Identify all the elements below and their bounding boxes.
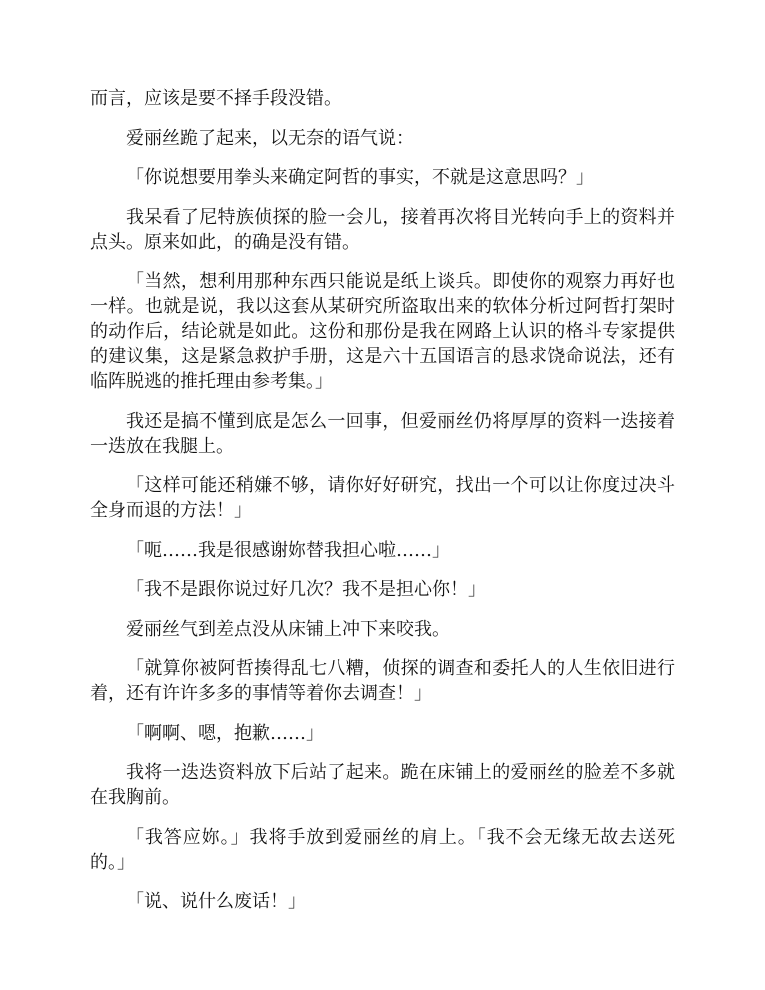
paragraph: 「说、说什么废话！」 xyxy=(126,891,306,912)
paragraph: 爱丽丝气到差点没从床铺上冲下来咬我。 xyxy=(126,618,450,640)
paragraph: 「我不是跟你说过好几次？我不是担心你！」 xyxy=(126,579,486,600)
paragraph: 爱丽丝跪了起来，以无奈的语气说： xyxy=(126,127,414,149)
paragraph: 我呆看了尼特族侦探的脸一会儿，接着再次将目光转向手上的资料并点头。原来如此，的确是没有错。 xyxy=(90,206,675,253)
paragraph: 「这样可能还稍嫌不够，请你好好研究，找出一个可以让你度过决斗全身而退的方法！」 xyxy=(90,475,675,521)
paragraph: 「就算你被阿哲揍得乱七八糟，侦探的调查和委托人的人生依旧进行着，还有许许多多的事情等着你去调查！」 xyxy=(90,658,675,704)
paragraph: 「我答应妳。」我将手放到爱丽丝的肩上。「我不会无缘无故去送死的。」 xyxy=(90,826,675,873)
paragraph: 「啊啊、嗯，抱歉……」 xyxy=(126,722,324,744)
paragraph: 我还是搞不懂到底是怎么一回事，但爱丽丝仍将厚厚的资料一迭接着一迭放在我腿上。 xyxy=(90,410,675,457)
paragraph: 「你说想要用拳头来确定阿哲的事实，不就是这意思吗？」 xyxy=(126,167,594,188)
paragraph: 我将一迭迭资料放下后站了起来。跪在床铺上的爱丽丝的脸差不多就在我胸前。 xyxy=(90,762,675,808)
paragraph: 「当然，想利用那种东西只能说是纸上谈兵。即使你的观察力再好也一样。也就是说，我以这套从某研究所盗取出来的软体分析过阿哲打架时的动作后，结论就是如此。这份和那份是我在网路上认识的格斗专家提供的建议集，这是紧急救护手册，这是六十五国语言的恳求饶命说法，还有临阵脱逃的推托理由参考集。」 xyxy=(90,271,675,392)
paragraph: 「呃……我是很感谢妳替我担心啦……」 xyxy=(126,539,450,561)
paragraph: 而言，应该是要不择手段没错。 xyxy=(90,88,342,109)
document-page xyxy=(90,86,675,929)
